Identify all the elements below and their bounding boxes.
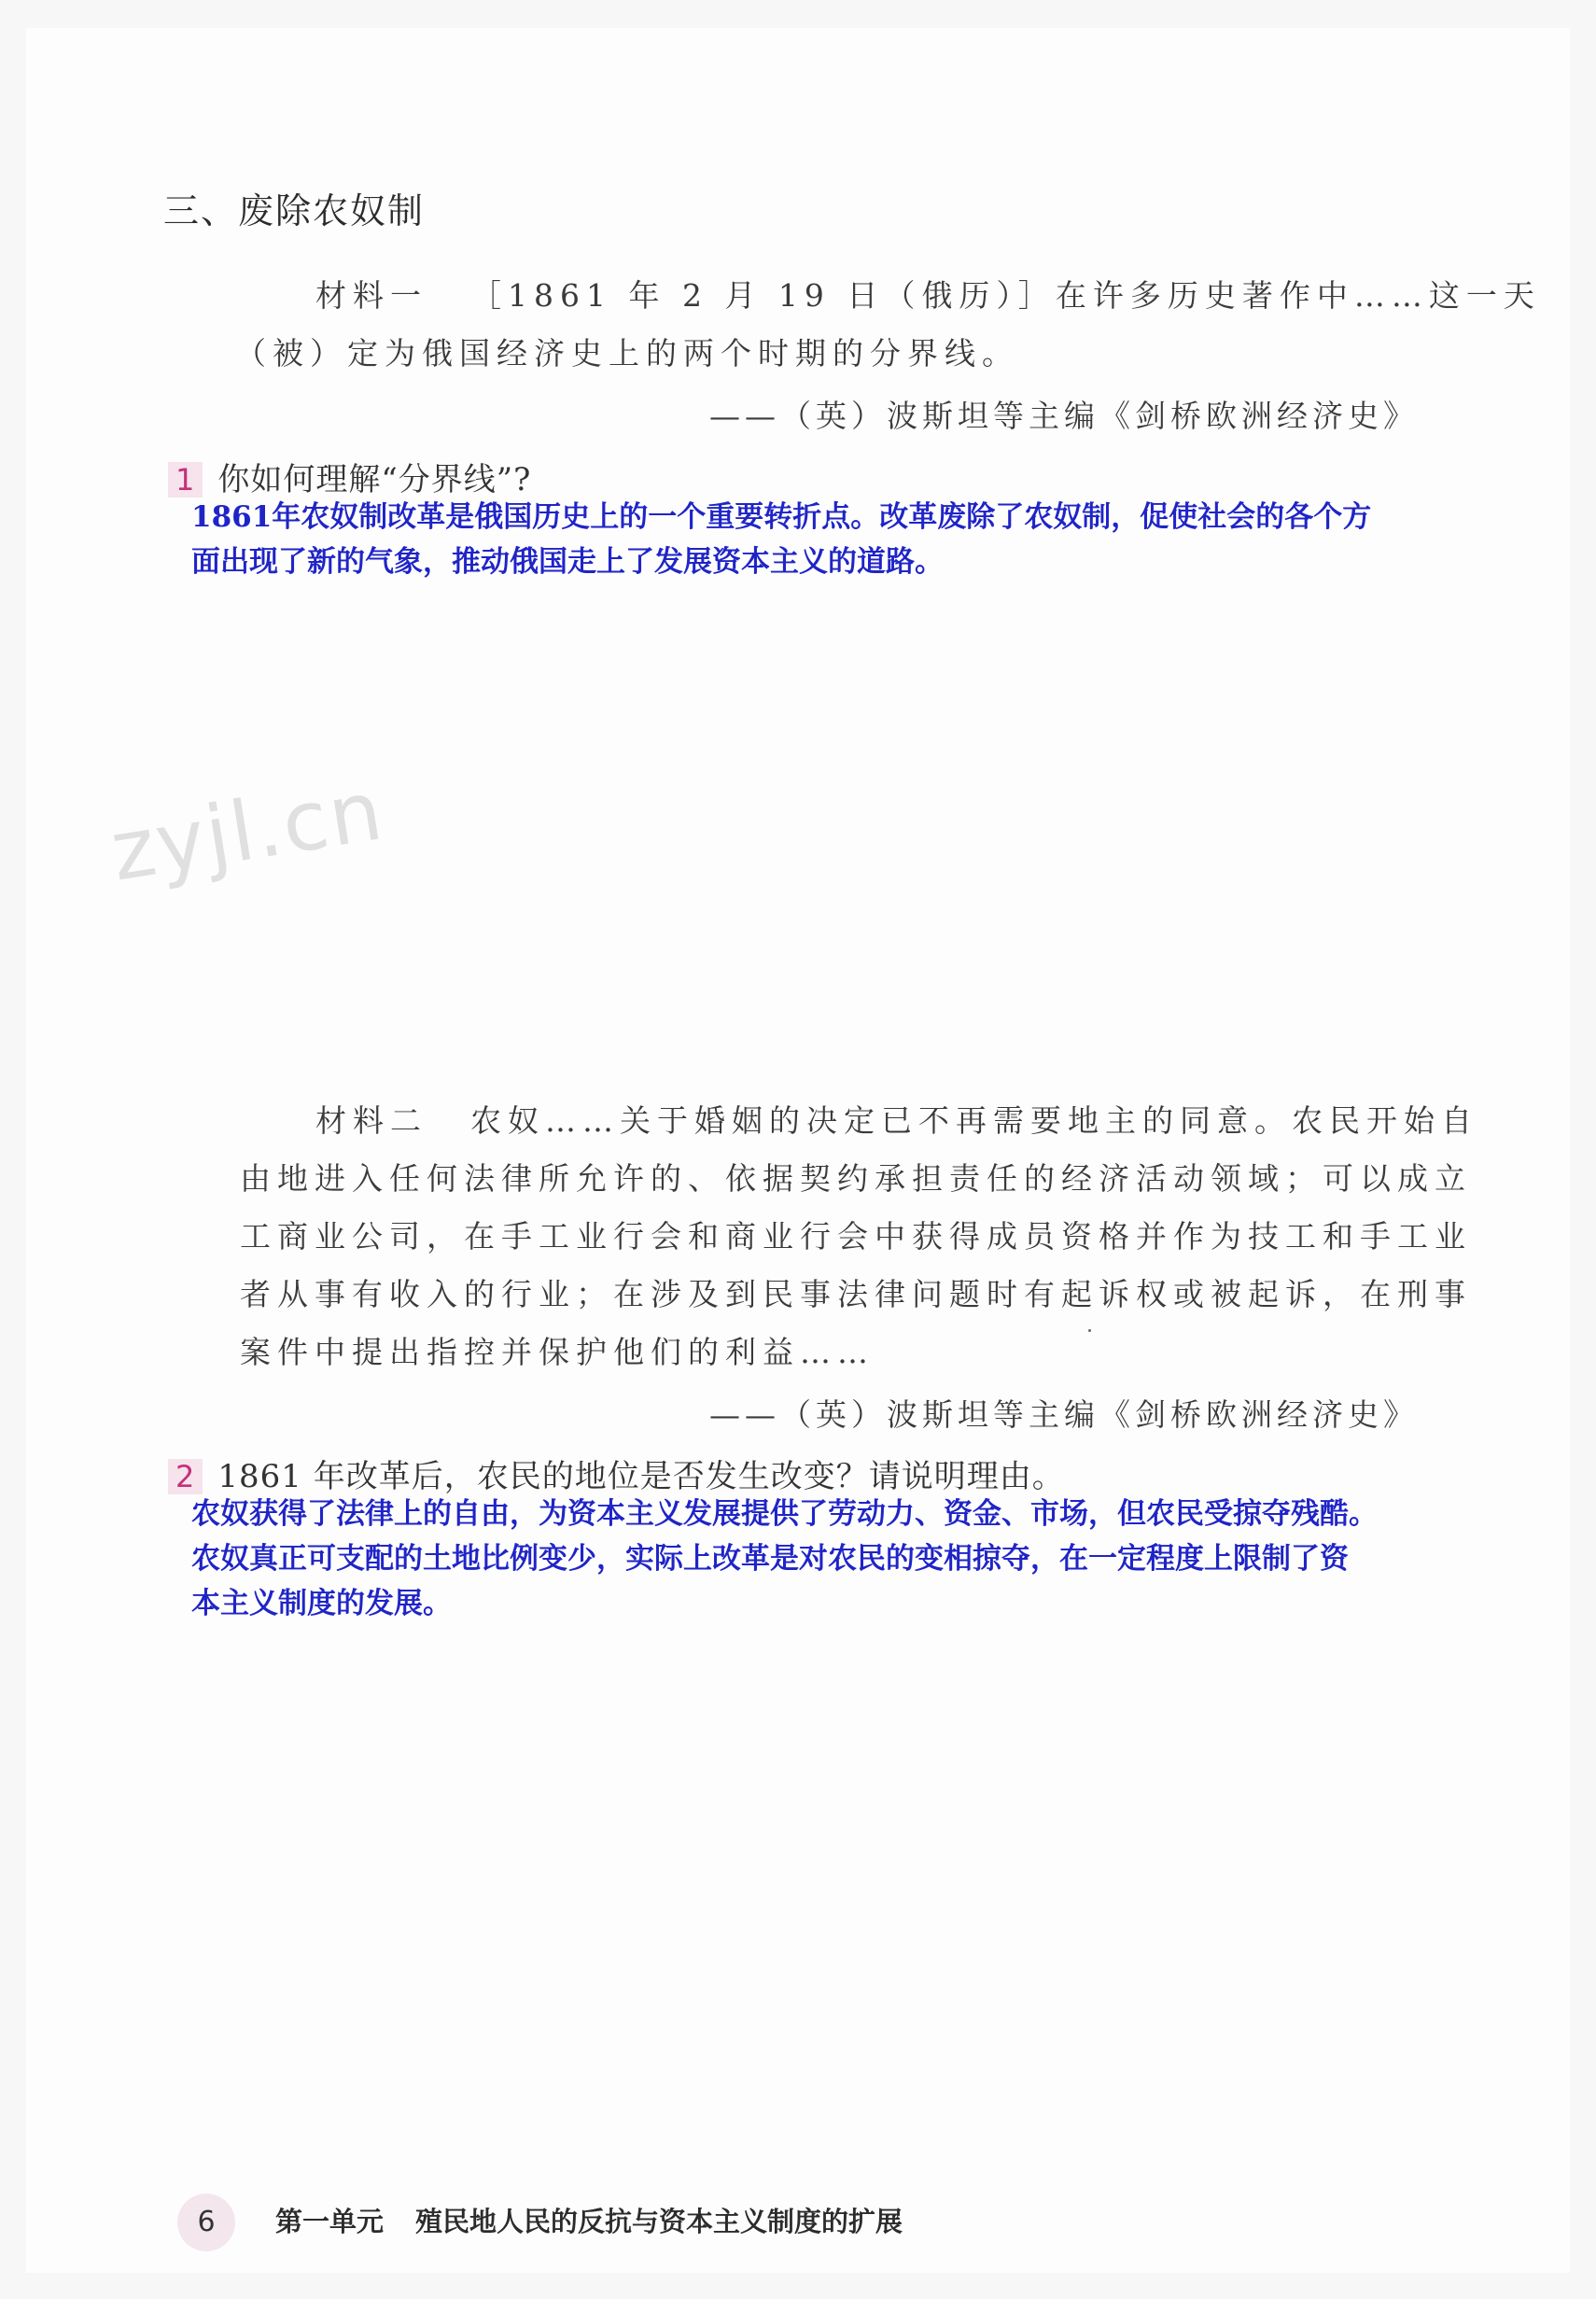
material-1 [315,267,1541,325]
answer-1-line: 1861年农奴制改革是俄国历史上的一个重要转折点。改革废除了农奴制，促使社会的各个方 [191,500,1372,534]
stray-dot [1088,1329,1091,1332]
material-1-source: ——（英）波斯坦等主编《剑桥欧洲经济史》 [709,398,1419,434]
material-1-label: 材料一 [315,277,427,314]
material-2 [315,1092,1478,1150]
material-1-line-1: ［1861 年 2 月 19 日（俄历）］在许多历史著作中……这一天 [470,277,1541,314]
answer-2 [191,1492,1378,1626]
question-2-number: 2 [168,1459,203,1494]
answer-2-line: 农奴真正可支配的土地比例变少，实际上改革是对农民的变相掠夺，在一定程度上限制了资 [191,1542,1349,1576]
question-1-text: 你如何理解“分界线”? [217,461,532,498]
material-2-line: 由地进入任何法律所允许的、依据契约承担责任的经济活动领域；可以成立 [240,1160,1472,1197]
material-2-line: 者从事有收入的行业；在涉及到民事法律问题时有起诉权或被起诉，在刑事 [240,1276,1472,1312]
question-2-text: 1861 年改革后，农民的地位是否发生改变？请说明理由。 [217,1458,1065,1495]
page-number: 6 [177,2194,235,2251]
answer-2-line: 农奴获得了法律上的自由，为资本主义发展提供了劳动力、资金、市场，但农民受掠夺残酷。 [191,1497,1378,1531]
question-2 [168,1451,1065,1496]
section-title: 三、废除农奴制 [163,190,426,231]
footer-unit: 第一单元 [275,2206,385,2237]
material-2-source: ——（英）波斯坦等主编《剑桥欧洲经济史》 [709,1396,1419,1433]
material-2-body [240,1150,1472,1381]
footer-unit-title: 殖民地人民的反抗与资本主义制度的扩展 [415,2206,903,2237]
question-1 [168,454,531,499]
material-2-label: 材料二 [315,1102,427,1139]
material-2-line: 案件中提出指控并保护他们的利益…… [240,1334,875,1370]
material-1-line-2: （被）定为俄国经济史上的两个时期的分界线。 [235,335,1019,371]
answer-1-line: 面出现了新的气象，推动俄国走上了发展资本主义的道路。 [191,545,944,579]
watermark-logo: zyjl.cn [105,762,390,900]
answer-1 [191,495,1371,584]
question-1-number: 1 [168,462,203,498]
answer-2-line: 本主义制度的发展。 [191,1587,452,1620]
material-2-line: 工商业公司，在手工业行会和商业行会中获得成员资格并作为技工和手工业 [240,1218,1472,1255]
material-2-line-1: 农奴……关于婚姻的决定已不再需要地主的同意。农民开始自 [470,1102,1478,1139]
footer-title [275,2201,903,2239]
